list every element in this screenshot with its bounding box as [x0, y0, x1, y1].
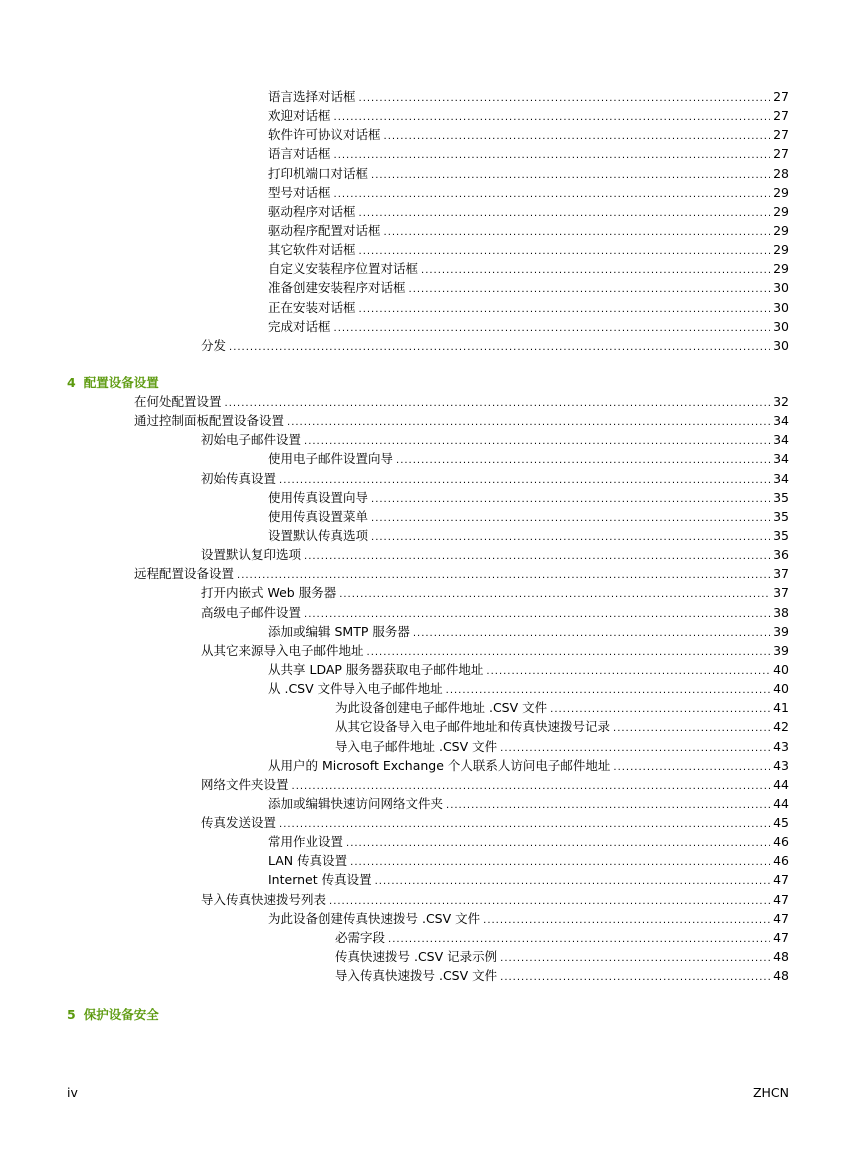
- toc-entry[interactable]: [0, 832, 868, 851]
- toc-entry-page-number: 42: [773, 719, 789, 735]
- toc-entry-page-number: 30: [773, 280, 789, 296]
- toc-entry[interactable]: [0, 488, 868, 507]
- toc-entry-label: 使用传真设置菜单: [268, 508, 369, 524]
- toc-entry-page-number: 30: [773, 337, 789, 353]
- toc-entry-label: 传真快速拨号 .CSV 记录示例: [335, 949, 498, 965]
- toc-entry-label: 型号对话框: [268, 184, 331, 200]
- toc-entry-label: 必需字段: [335, 929, 386, 945]
- toc-entry-label: 在何处配置设置: [134, 393, 222, 409]
- toc-entry[interactable]: [0, 698, 868, 717]
- toc-entry-page-number: 40: [773, 681, 789, 697]
- chapter-title: 保护设备安全: [83, 1007, 159, 1023]
- toc-entry-label: 设置默认复印选项: [201, 547, 302, 563]
- toc-entry-page-number: 37: [773, 585, 789, 601]
- toc-entry[interactable]: [0, 909, 868, 928]
- toc-entry-label: 导入电子邮件地址 .CSV 文件: [335, 738, 498, 754]
- toc-entry-label: 导入传真快速拨号 .CSV 文件: [335, 968, 498, 984]
- toc-entry[interactable]: [0, 240, 868, 259]
- toc-entry-label: 驱动程序对话框: [268, 203, 356, 219]
- toc-entry-label: 使用电子邮件设置向导: [268, 451, 394, 467]
- toc-entry-label: 从用户的 Microsoft Exchange 个人联系人访问电子邮件地址: [268, 757, 611, 773]
- toc-entry[interactable]: [0, 87, 868, 106]
- toc-entry-label: 远程配置设备设置: [134, 566, 235, 582]
- toc-entry-page-number: 35: [773, 527, 789, 543]
- toc-entry[interactable]: [0, 583, 868, 602]
- toc-entry-label: 常用作业设置: [268, 834, 344, 850]
- toc-entry[interactable]: [0, 679, 868, 698]
- toc-entry-label: 驱动程序配置对话框: [268, 222, 381, 238]
- toc-entry-label: 使用传真设置向导: [268, 489, 369, 505]
- toc-entry[interactable]: [0, 622, 868, 641]
- toc-entry-label: 欢迎对话框: [268, 108, 331, 124]
- toc-entry-page-number: 47: [773, 891, 789, 907]
- page-footer: [67, 1085, 789, 1103]
- toc-entry[interactable]: [0, 526, 868, 545]
- toc-entry[interactable]: [0, 317, 868, 336]
- locale-code: ZHCN: [752, 1085, 789, 1100]
- toc-entry[interactable]: [0, 298, 868, 317]
- toc-entry-page-number: 29: [773, 184, 789, 200]
- toc-entry-page-number: 47: [773, 872, 789, 888]
- toc-entry-page-number: 36: [773, 547, 789, 563]
- toc-entry-page-number: 45: [773, 815, 789, 831]
- toc-entry-label: 其它软件对话框: [268, 242, 356, 258]
- toc-entry[interactable]: [0, 775, 868, 794]
- toc-entry[interactable]: [0, 469, 868, 488]
- toc-entry[interactable]: [0, 717, 868, 736]
- toc-entry-page-number: 43: [773, 757, 789, 773]
- toc-entry-page-number: 47: [773, 910, 789, 926]
- toc-entry[interactable]: [0, 641, 868, 660]
- toc-entry-page-number: 40: [773, 661, 789, 677]
- toc-entry-page-number: 27: [773, 127, 789, 143]
- chapter-5-heading[interactable]: [0, 1005, 868, 1024]
- toc-entry[interactable]: [0, 928, 868, 947]
- toc-entry[interactable]: [0, 813, 868, 832]
- toc-entry[interactable]: [0, 947, 868, 966]
- chapter-number: 5: [67, 1007, 76, 1023]
- toc-entry-page-number: 34: [773, 451, 789, 467]
- toc-entry[interactable]: [0, 545, 868, 564]
- toc-entry[interactable]: [0, 411, 868, 430]
- toc-entry-label: LAN 传真设置: [268, 853, 348, 869]
- toc-entry-page-number: 34: [773, 413, 789, 429]
- toc-entry-label: 从其它设备导入电子邮件地址和传真快速拨号记录: [335, 719, 611, 735]
- toc-section-installer-dialogs: [0, 87, 868, 355]
- toc-entry-label: 从共享 LDAP 服务器获取电子邮件地址: [268, 661, 484, 677]
- toc-entry-label: 分发: [201, 337, 227, 353]
- toc-entry-page-number: 27: [773, 89, 789, 104]
- dot-leader: [500, 968, 770, 987]
- toc-entry-page-number: 32: [773, 393, 789, 409]
- toc-entry-label: 初始电子邮件设置: [201, 432, 302, 448]
- toc-entry-label: 准备创建安装程序对话框: [268, 280, 406, 296]
- toc-entry[interactable]: [0, 507, 868, 526]
- toc-entry-label: 初始传真设置: [201, 470, 277, 486]
- toc-entry[interactable]: [0, 564, 868, 583]
- toc-entry[interactable]: [0, 278, 868, 297]
- toc-entry-label: 网络文件夹设置: [201, 776, 289, 792]
- dot-leader: [229, 338, 770, 357]
- toc-entry[interactable]: [0, 603, 868, 622]
- toc-entry-page-number: 48: [773, 968, 789, 984]
- toc-entry-page-number: 29: [773, 203, 789, 219]
- toc-entry-label: 自定义安装程序位置对话框: [268, 261, 419, 277]
- toc-entry-label: 从其它来源导入电子邮件地址: [201, 642, 364, 658]
- toc-entry-page-number: 29: [773, 242, 789, 258]
- toc-entry-page-number: 48: [773, 949, 789, 965]
- toc-entry-page-number: 27: [773, 108, 789, 124]
- toc-entry[interactable]: [0, 737, 868, 756]
- toc-section-configure-device: [0, 392, 868, 985]
- toc-entry-page-number: 46: [773, 853, 789, 869]
- chapter-title: 配置设备设置: [83, 374, 159, 390]
- toc-entry[interactable]: [0, 449, 868, 468]
- toc-entry-page-number: 41: [773, 700, 789, 716]
- chapter-4-heading[interactable]: [0, 373, 868, 392]
- chapter-number: 4: [67, 374, 76, 390]
- toc-entry-label: 高级电子邮件设置: [201, 604, 302, 620]
- toc-entry-page-number: 43: [773, 738, 789, 754]
- toc-entry-page-number: 38: [773, 604, 789, 620]
- toc-entry-page-number: 28: [773, 165, 789, 181]
- toc-entry-page-number: 35: [773, 508, 789, 524]
- table-of-contents: [0, 87, 868, 1024]
- toc-entry-page-number: 46: [773, 834, 789, 850]
- toc-entry-page-number: 29: [773, 222, 789, 238]
- toc-entry-page-number: 37: [773, 566, 789, 582]
- toc-entry-label: 打开内嵌式 Web 服务器: [201, 585, 337, 601]
- toc-entry-page-number: 39: [773, 642, 789, 658]
- toc-entry[interactable]: [0, 756, 868, 775]
- toc-entry-label: 完成对话框: [268, 318, 331, 334]
- toc-entry-label: 传真发送设置: [201, 815, 277, 831]
- toc-entry[interactable]: [0, 183, 868, 202]
- toc-entry[interactable]: [0, 106, 868, 125]
- toc-entry-page-number: 34: [773, 432, 789, 448]
- toc-entry-label: 为此设备创建电子邮件地址 .CSV 文件: [335, 700, 548, 716]
- toc-entry[interactable]: [0, 259, 868, 278]
- toc-entry-label: 导入传真快速拨号列表: [201, 891, 327, 907]
- toc-entry[interactable]: [0, 966, 868, 985]
- toc-entry-label: 软件许可协议对话框: [268, 127, 381, 143]
- toc-entry[interactable]: [0, 125, 868, 144]
- toc-entry-label: Internet 传真设置: [268, 872, 372, 888]
- toc-entry-label: 添加或编辑快速访问网络文件夹: [268, 795, 444, 811]
- toc-entry-label: 为此设备创建传真快速拨号 .CSV 文件: [268, 910, 481, 926]
- toc-entry[interactable]: [0, 660, 868, 679]
- toc-entry-page-number: 35: [773, 489, 789, 505]
- toc-entry[interactable]: [0, 221, 868, 240]
- toc-entry-label: 正在安装对话框: [268, 299, 356, 315]
- toc-entry-page-number: 29: [773, 261, 789, 277]
- toc-entry[interactable]: [0, 890, 868, 909]
- toc-entry-page-number: 39: [773, 623, 789, 639]
- toc-entry-page-number: 27: [773, 146, 789, 162]
- toc-entry[interactable]: [0, 870, 868, 889]
- toc-entry-page-number: 30: [773, 318, 789, 334]
- toc-entry-page-number: 44: [773, 776, 789, 792]
- toc-entry-label: 从 .CSV 文件导入电子邮件地址: [268, 681, 443, 697]
- toc-entry[interactable]: [0, 336, 868, 355]
- toc-entry-label: 通过控制面板配置设备设置: [134, 413, 285, 429]
- toc-entry[interactable]: [0, 851, 868, 870]
- toc-entry[interactable]: [0, 392, 868, 411]
- toc-entry[interactable]: [0, 144, 868, 163]
- toc-entry[interactable]: [0, 794, 868, 813]
- toc-entry-page-number: 47: [773, 929, 789, 945]
- toc-entry-label: 语言选择对话框: [268, 89, 356, 104]
- toc-entry-label: 语言对话框: [268, 146, 331, 162]
- page-number: iv: [67, 1085, 78, 1100]
- toc-entry-label: 打印机端口对话框: [268, 165, 369, 181]
- toc-entry[interactable]: [0, 164, 868, 183]
- toc-entry[interactable]: [0, 430, 868, 449]
- toc-entry-label: 设置默认传真选项: [268, 527, 369, 543]
- toc-entry[interactable]: [0, 202, 868, 221]
- toc-entry-page-number: 34: [773, 470, 789, 486]
- toc-entry-page-number: 30: [773, 299, 789, 315]
- toc-entry-label: 添加或编辑 SMTP 服务器: [268, 623, 410, 639]
- toc-entry-page-number: 44: [773, 795, 789, 811]
